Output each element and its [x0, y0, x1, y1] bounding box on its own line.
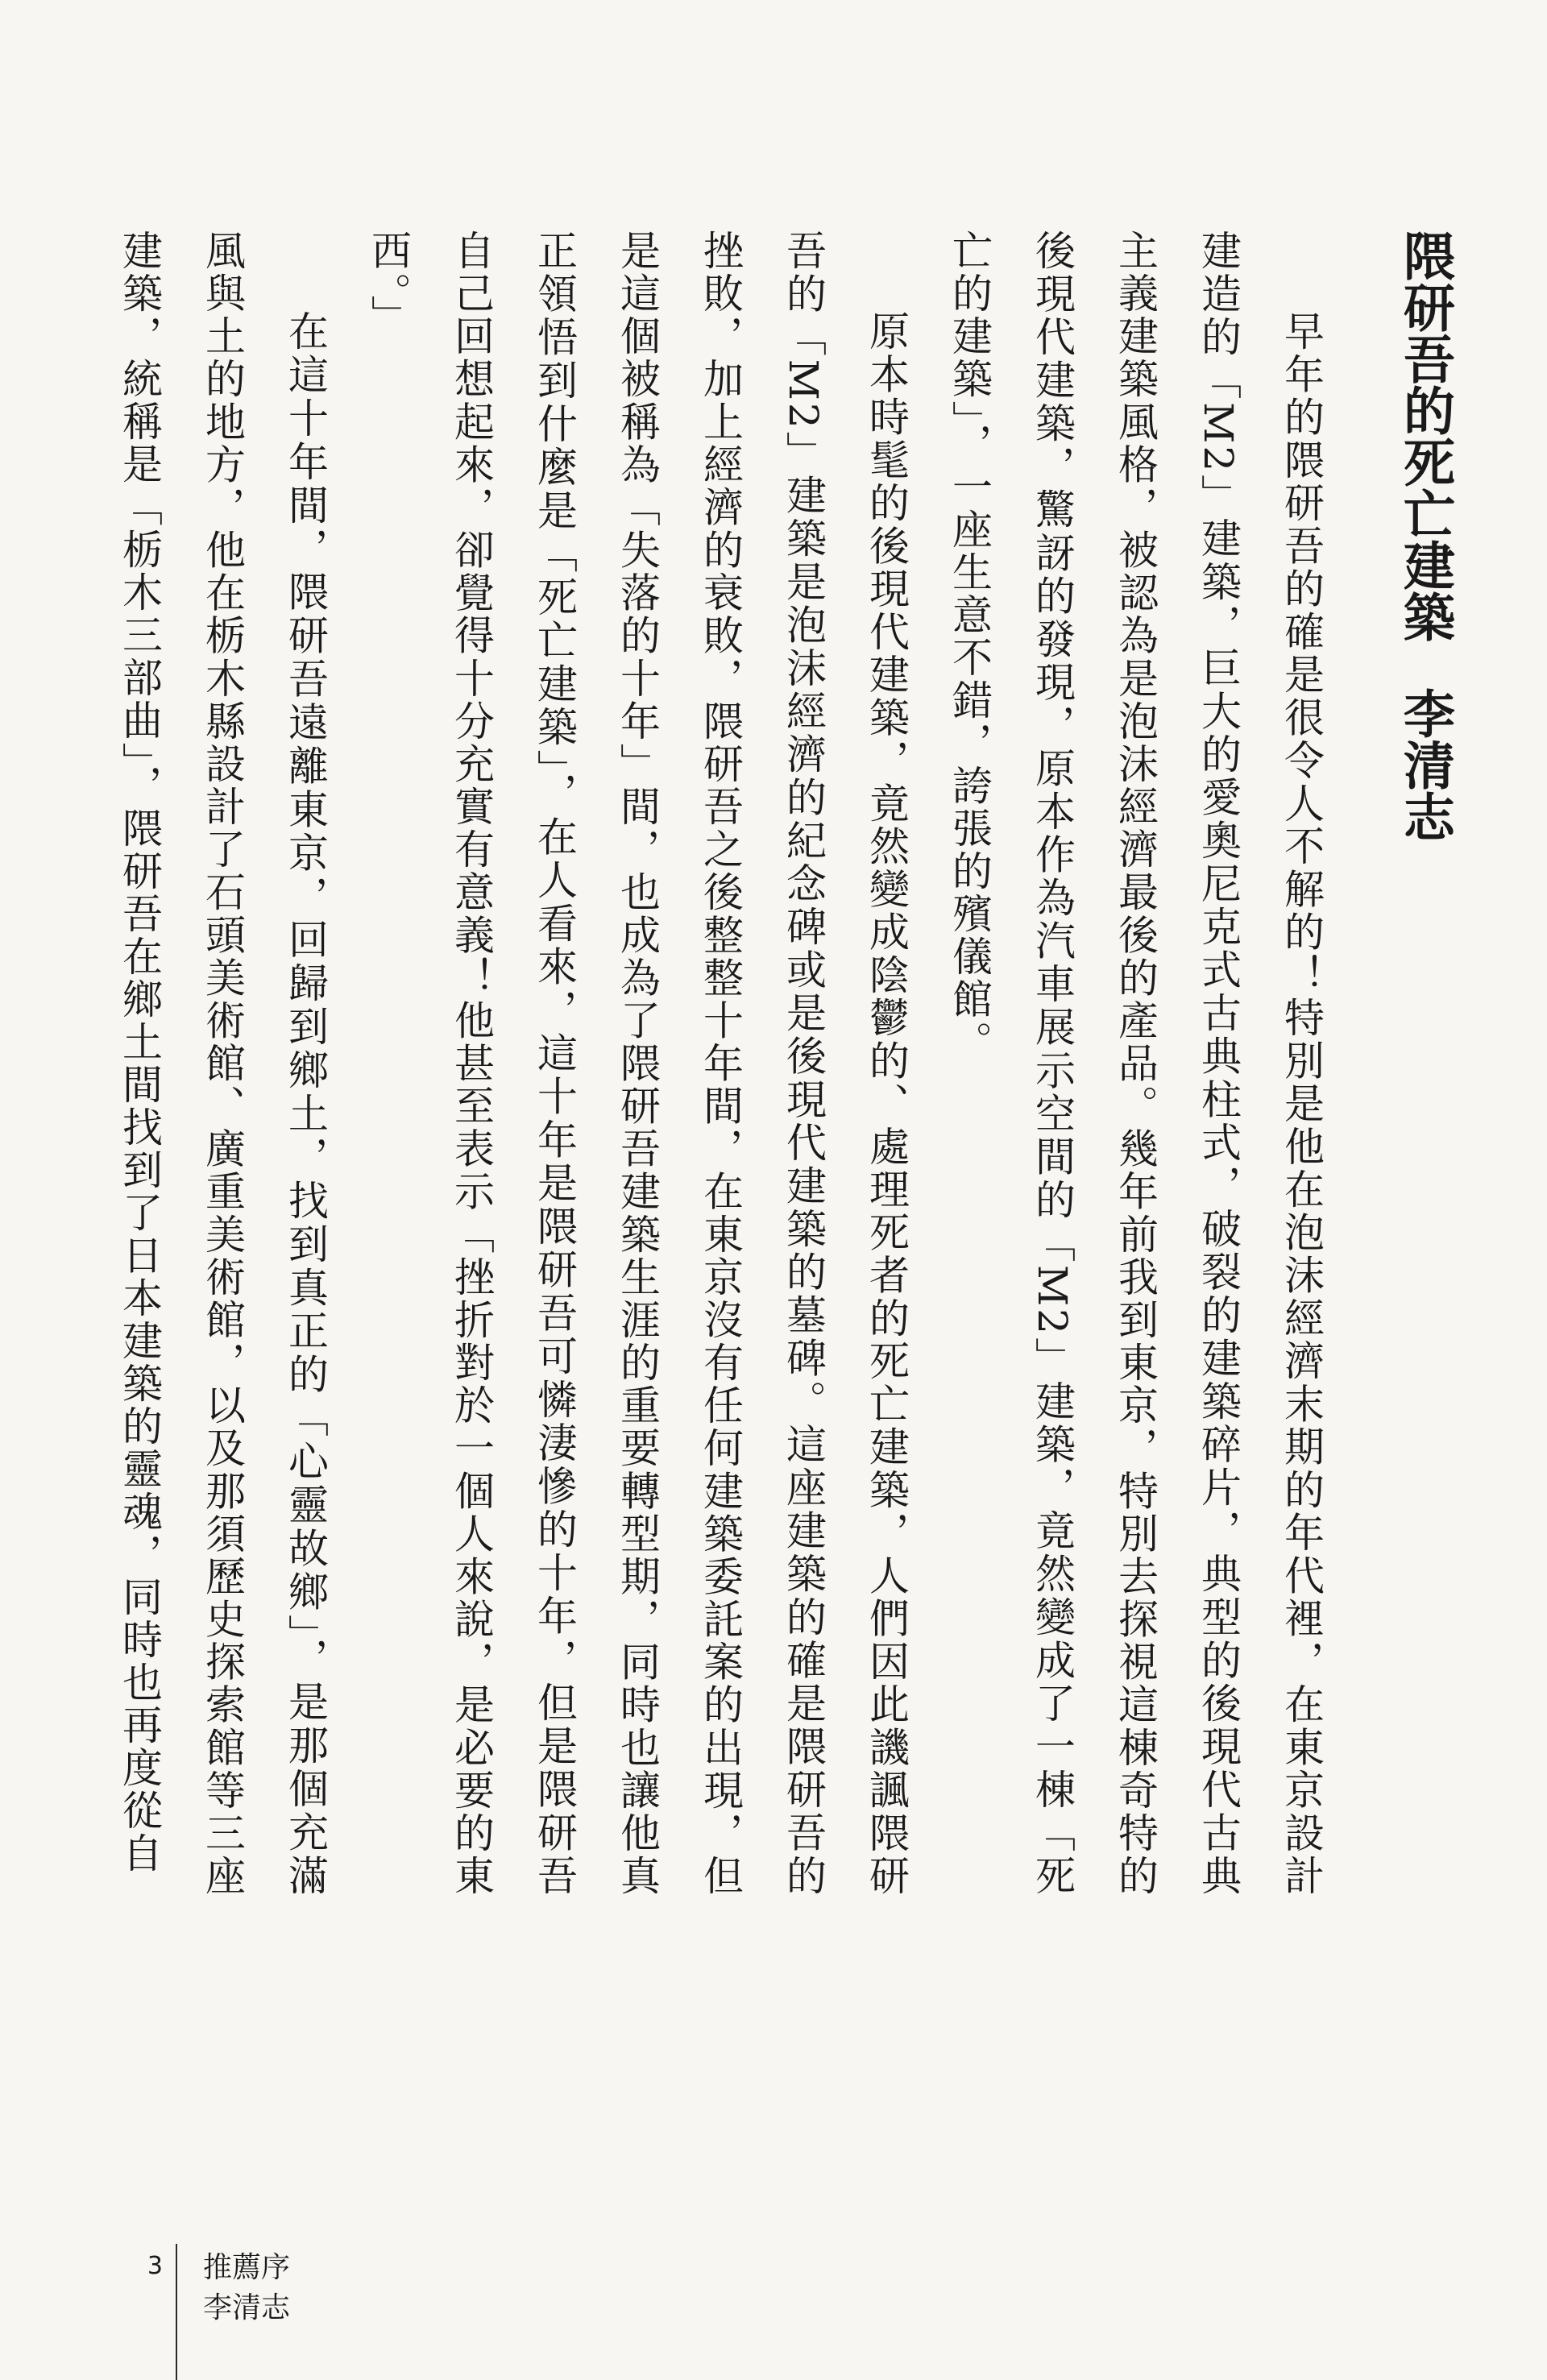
paragraph-2: 原本時髦的後現代建築，竟然變成陰鬱的、處理死者的死亡建築，人們因此譏諷隈研吾的「M2」建築是泡沫經濟的紀念碑或是後現代建築的墓碑。這座建築的確是隈研吾的挫敗，加上經濟的衰敗，隈研吾之後整整十年間，在東京沒有任何建築委託案的出現，但是這個被稱為「失落的十年」間，也成為了隈研吾建築生涯的重要轉型期，同時也讓他真正領悟到什麼是「死亡建築」，在人看來，這十年是隈研吾可憐淒慘的十年，但是隈研吾自己回想起來，卻覺得十分充實有意義！他甚至表示「挫折對於一個人來說，是必要的東西。」 [365, 230, 910, 1897]
article-author: 李清志 [1395, 687, 1454, 842]
section-label: 推薦序 [203, 2251, 291, 2284]
article [97, 230, 1454, 1897]
running-footer [203, 2248, 290, 2328]
footer-author-label: 李清志 [203, 2291, 291, 2324]
paragraph-1: 早年的隈研吾的確是很令人不解的！特別是他在泡沫經濟末期的年代裡，在東京設計建造的「M2」建築，巨大的愛奧尼克式古典柱式，破裂的建築碎片，典型的後現代古典主義建築風格，被認為是泡沫經濟最後的產品。幾年前我到東京，特別去探視這棟奇特的後現代建築，驚訝的發現，原本作為汽車展示空間的「M2」建築，竟然變成了一棟「死亡的建築」，一座生意不錯，誇張的殯儀館。 [946, 230, 1325, 1897]
title-block [1395, 230, 1454, 842]
page-number: 3 [147, 2252, 163, 2280]
paragraph-3: 在這十年間，隈研吾遠離東京，回歸到鄉土，找到真正的「心靈故鄉」，是那個充滿風與土的地方，他在栃木縣設計了石頭美術館、廣重美術館，以及那須歷史探索館等三座建築，統稱是「栃木三部曲」，隈研吾在鄉土間找到了日本建築的靈魂，同時也再度從自 [116, 230, 329, 1897]
article-title: 隈研吾的死亡建築 [1395, 230, 1454, 642]
footer-divider [176, 2244, 177, 2380]
